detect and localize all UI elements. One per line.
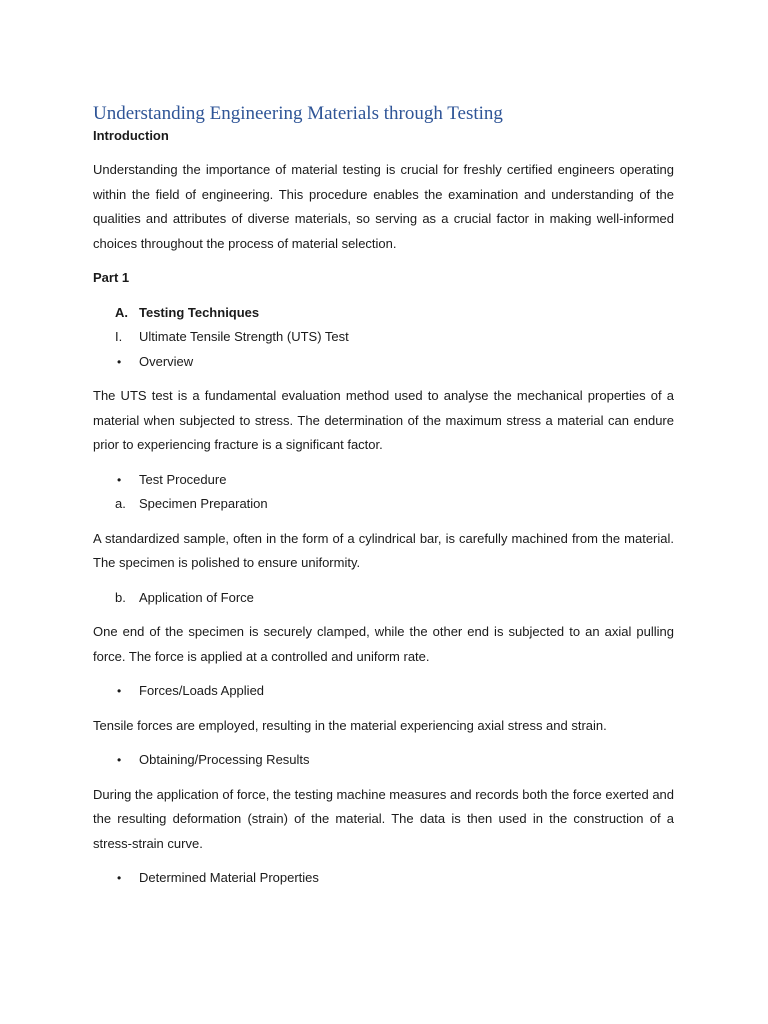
bullet-forces [93, 679, 674, 704]
step-b [93, 586, 674, 611]
section-a-label: Testing Techniques [139, 304, 260, 320]
bullet-results-label: Obtaining/Processing Results [139, 752, 310, 767]
bullet-overview-label: Overview [139, 353, 194, 369]
item-i-marker: I. [115, 329, 123, 344]
bullet-icon: • [117, 871, 122, 885]
bullet-icon: • [117, 472, 122, 487]
force-paragraph: One end of the specimen is securely clamped, while the other end is subjected to an axial pulling force. The force is applied at a controlled and uniform rate. [93, 624, 674, 664]
bullet-procedure [93, 468, 674, 493]
step-a-label: Specimen Preparation [139, 496, 268, 511]
bullet-properties [93, 866, 674, 891]
item-i [93, 325, 674, 350]
document-body [93, 100, 674, 891]
document-title: Understanding Engineering Materials through Testing [93, 103, 503, 124]
bullet-icon: • [117, 354, 122, 369]
bullet-forces-label: Forces/Loads Applied [139, 683, 265, 698]
step-a [93, 492, 674, 517]
bullet-icon: • [117, 753, 122, 767]
forces-paragraph: Tensile forces are employed, resulting in the material experiencing axial stress and strain. [93, 717, 607, 733]
intro-paragraph: Understanding the importance of material testing is crucial for freshly certified engineers operating within the field of engineering. This procedure enables the examination and understanding of the qualities and attributes of diverse materials, so serving as a crucial factor in making well-informed choices throughout the process of material selection. [93, 162, 674, 251]
intro-heading: Introduction [93, 128, 169, 143]
bullet-properties-label: Determined Material Properties [139, 870, 319, 885]
section-a [93, 301, 674, 326]
step-b-marker: b. [115, 589, 126, 605]
step-b-label: Application of Force [139, 589, 254, 605]
bullet-icon: • [117, 684, 122, 698]
results-paragraph: During the application of force, the testing machine measures and records both the force exerted and the resulting deformation (strain) of the material. The data is then used in the construction of a stress-strain curve. [93, 786, 675, 851]
item-i-label: Ultimate Tensile Strength (UTS) Test [139, 329, 349, 344]
bullet-overview [93, 350, 674, 375]
bullet-procedure-label: Test Procedure [139, 471, 227, 487]
section-a-marker: A. [115, 304, 128, 320]
step-a-marker: a. [115, 496, 126, 511]
overview-paragraph: The UTS test is a fundamental evaluation method used to analyse the mechanical properties of a material when subjected to stress. The determination of the maximum stress a material can endure prior to experiencing fracture is a significant factor. [93, 388, 674, 452]
specimen-paragraph: A standardized sample, often in the form of a cylindrical bar, is carefully machined from the material. The specimen is polished to ensure uniformity. [93, 530, 674, 570]
part-heading: Part 1 [93, 270, 130, 285]
bullet-results [93, 748, 674, 773]
